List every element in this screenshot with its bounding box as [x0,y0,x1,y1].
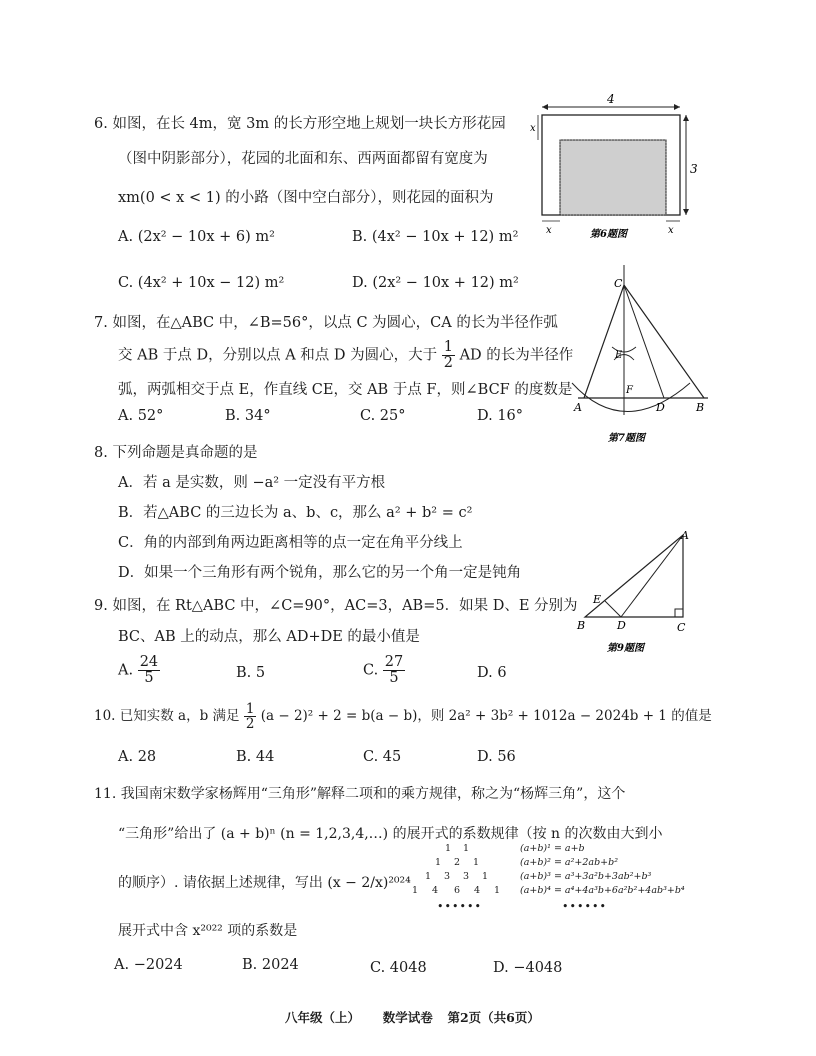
pascal-r1-c1: 1 [445,843,452,854]
q9-option-c [363,655,405,686]
q10-line1-b: (a − 2)² + 2 = b(a − b)，则 2a² + 3b² + 1012a − 2024b + 1 的值是 [260,708,712,725]
q9-option-a [118,655,160,686]
footer-subject: 数学试卷 [382,1010,433,1025]
q7-fig-label-b: B [696,401,705,414]
q9-option-c-den: 5 [389,670,399,687]
q6-option-b: B. (4x² − 10x + 12) m² [352,229,519,245]
pascal-dots: •••••• [437,900,482,913]
pascal-r4-c2: 4 [432,885,439,896]
q7-fig-label-a: A [574,401,582,414]
q8-option-d: D．如果一个三角形有两个锐角，那么它的另一个角一定是钝角 [118,565,522,581]
q11-option-c: C. 4048 [370,960,427,976]
q10-frac-den: 2 [245,716,255,733]
q9-fig-label-d: D [617,619,626,632]
pascal-r4-c5: 1 [494,885,501,896]
expansion-2: (a+b)² = a²+2ab+b² [520,857,618,868]
q10-line1-a: 10. 已知实数 a，b 满足 [94,708,240,725]
pascal-r4-c1: 1 [412,885,419,896]
q10-line1 [94,702,712,731]
q11-option-b: B. 2024 [242,957,299,973]
q9-fig-label-a: A [681,529,689,542]
q7-option-d: D. 16° [477,408,524,424]
q7-frac-den: 2 [443,355,453,372]
q10-option-c: C. 45 [363,749,402,765]
expansion-1: (a+b)¹ = a+b [520,843,585,854]
q7-fig-caption: 第7题图 [608,433,645,444]
q9-option-b: B. 5 [236,665,266,681]
q7-fraction [442,340,455,371]
q9-fig-caption: 第9题图 [607,643,644,654]
pascal-r2-c2: 2 [454,857,461,868]
pascal-r3-c3: 3 [463,871,470,882]
page-footer [285,1008,540,1026]
q9-option-c-num: 27 [384,654,404,670]
q8-option-b: B．若△ABC 的三边长为 a、b、c，那么 a² + b² = c² [118,505,473,521]
footer-page: 第2页（共6页） [447,1010,540,1025]
q10-fraction [244,702,257,731]
pascal-r2-c3: 1 [473,857,480,868]
q7-option-a: A. 52° [118,408,164,424]
q9-option-c-fraction [383,655,405,686]
q9-option-a-label: A. [118,662,134,679]
q7-line1: 7. 如图，在△ABC 中，∠B=56°，以点 C 为圆心，CA 的长为半径作弧 [94,315,558,331]
q6-line3: xm(0 < x < 1) 的小路（图中空白部分），则花园的面积为 [118,190,494,206]
q7-fig-label-e: E [615,350,623,361]
q9-line2: BC、AB 上的动点，那么 AD+DE 的最小值是 [118,629,420,645]
q11-option-d: D. −4048 [493,960,563,976]
q6-fig-top-label: 4 [607,92,615,106]
pascal-r4-c3: 6 [454,885,461,896]
q9-figure [575,527,700,655]
pascal-r2-c1: 1 [435,857,442,868]
q10-option-d: D. 56 [477,749,516,765]
pascal-r3-c2: 3 [444,871,451,882]
q9-fig-label-e: E [593,593,602,606]
q7-fig-label-d: D [656,401,665,414]
q6-fig-x-bottom-left: x [546,225,552,236]
q9-option-a-den: 5 [144,670,154,687]
q6-figure [530,92,700,250]
q8-option-c: C．角的内部到角两边距离相等的点一定在角平分线上 [118,535,463,551]
q7-option-b: B. 34° [225,408,271,424]
q6-option-d: D. (2x² − 10x + 12) m² [352,275,519,291]
q6-option-c: C. (4x² + 10x − 12) m² [118,275,285,291]
q7-fig-label-c: C [614,277,623,290]
pascal-r3-c1: 1 [425,871,432,882]
q7-figure [568,265,718,450]
q7-option-c: C. 25° [360,408,406,424]
q9-option-a-fraction [138,655,160,686]
q9-option-a-num: 24 [139,654,159,670]
q6-fig-x-left: x [530,123,536,134]
q6-line1: 6. 如图，在长 4m，宽 3m 的长方形空地上规划一块长方形花园 [94,116,506,132]
q7-line2-b: AD 的长为半径作 [459,347,574,364]
q11-line4: 展开式中含 x²⁰²² 项的系数是 [118,923,298,939]
q6-line2: （图中阴影部分），花园的北面和东、西两面都留有宽度为 [118,151,488,167]
q9-fig-label-b: B [577,619,586,632]
q10-option-a: A. 28 [118,749,157,765]
q9-option-d: D. 6 [477,665,507,681]
q6-fig-right-label: 3 [690,162,698,176]
q7-frac-num: 1 [443,339,453,355]
q11-line2: “三角形”给出了 (a + b)ⁿ (n = 1,2,3,4,…) 的展开式的系数规律（按 n 的次数由大到小 [118,826,663,842]
q7-line2 [118,340,573,371]
q6-fig-x-bottom-right: x [668,225,674,236]
q10-option-b: B. 44 [236,749,275,765]
q8-stem: 8. 下列命题是真命题的是 [94,445,258,461]
q11-option-a: A. −2024 [114,957,183,973]
q9-option-c-label: C. [363,662,379,679]
q9-line1: 9. 如图，在 Rt△ABC 中，∠C=90°，AC=3，AB=5．如果 D、E 分别为 [94,598,578,614]
q7-line2-a: 交 AB 于点 D，分别以点 A 和点 D 为圆心，大于 [118,347,438,364]
q7-fig-label-f: F [626,385,633,396]
q11-line1: 11. 我国南宋数学家杨辉用“三角形”解释二项和的乘方规律，称之为“杨辉三角”，这个 [94,786,626,802]
q6-option-a: A. (2x² − 10x + 6) m² [118,229,275,245]
q8-option-a: A．若 a 是实数，则 −a² 一定没有平方根 [118,475,386,491]
q9-fig-label-c: C [677,621,686,634]
pascal-r1-c2: 1 [463,843,470,854]
q6-fig-caption: 第6题图 [590,229,627,240]
expansion-dots: •••••• [562,900,607,913]
expansion-4: (a+b)⁴ = a⁴+4a³b+6a²b²+4ab³+b⁴ [520,885,685,896]
q11-line3: 的顺序）. 请依据上述规律，写出 (x − 2/x)²⁰²⁴ [118,875,411,891]
q10-frac-num: 1 [245,701,255,717]
pascal-r4-c4: 4 [474,885,481,896]
footer-grade: 八年级（上） [285,1010,361,1025]
q7-line3: 弧，两弧相交于点 E，作直线 CE，交 AB 于点 F，则∠BCF 的度数是 [118,382,573,398]
pascal-r3-c4: 1 [482,871,489,882]
expansion-3: (a+b)³ = a³+3a²b+3ab²+b³ [520,871,652,882]
